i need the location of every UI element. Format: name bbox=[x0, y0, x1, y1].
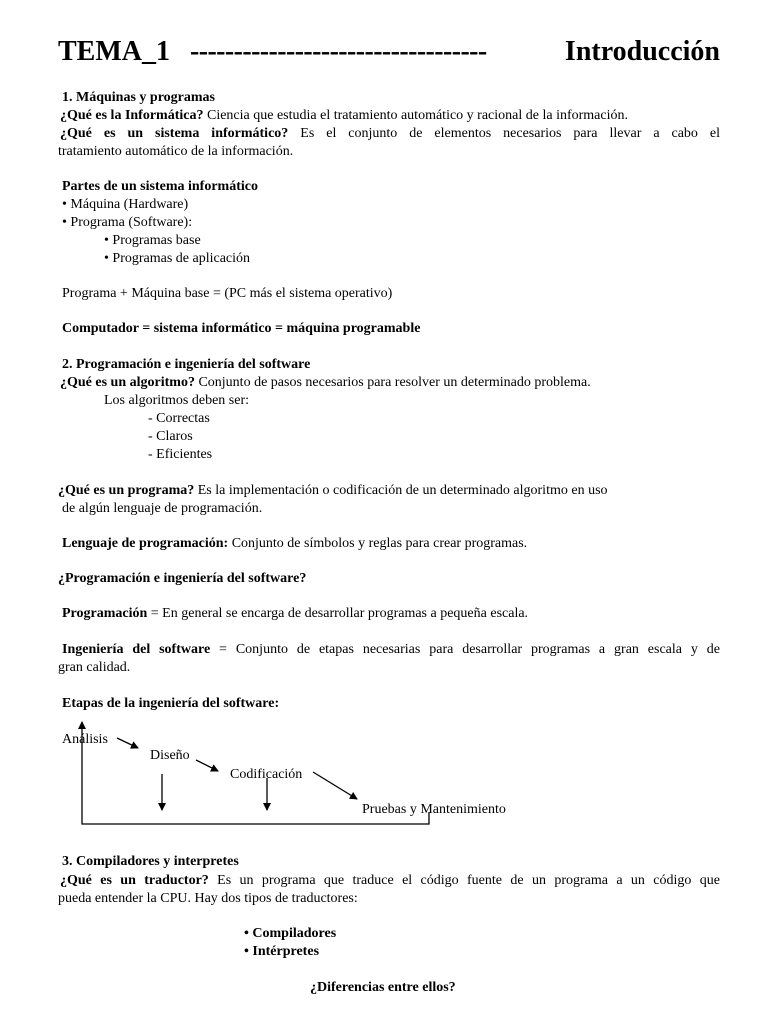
stages-heading: Etapas de la ingeniería del software: bbox=[62, 696, 280, 711]
title-topic: TEMA_1 bbox=[58, 36, 170, 67]
section1-heading: 1. Máquinas y programas bbox=[62, 90, 215, 105]
traductor-question: ¿Qué es un traductor? bbox=[60, 873, 209, 888]
algoritmo-question: ¿Qué es un algoritmo? bbox=[60, 375, 195, 390]
algoritmo-should: Los algoritmos deben ser: bbox=[104, 393, 250, 408]
arrow-codificacion-pruebas bbox=[313, 772, 357, 799]
informatica-question: ¿Qué es la Informática? bbox=[60, 108, 204, 123]
algoritmo-answer: Conjunto de pasos necesarios para resolver un determinado problema. bbox=[194, 375, 591, 390]
programa-answer: Es la implementación o codificación de un determinado algoritmo en uso bbox=[194, 483, 608, 498]
arrow-analisis-diseno bbox=[117, 738, 138, 748]
traductor-definition bbox=[60, 872, 720, 889]
translator-type: • Compiladores bbox=[244, 926, 337, 941]
stage-analisis: Análisis bbox=[62, 732, 108, 747]
traductor-definition-cont: pueda entender la CPU. Hay dos tipos de traductores: bbox=[58, 891, 358, 906]
algoritmo-prop: - Correctas bbox=[148, 411, 210, 426]
lenguaje-answer: Conjunto de símbolos y reglas para crear programas. bbox=[228, 536, 528, 551]
stage-codificacion: Codificación bbox=[230, 767, 303, 782]
translator-type: • Intérpretes bbox=[244, 944, 320, 959]
section3-heading: 3. Compiladores y interpretes bbox=[62, 854, 239, 869]
stage-pruebas: Pruebas y Mantenimiento bbox=[362, 802, 506, 817]
arrow-diseno-codificacion bbox=[196, 760, 218, 771]
programa-definition-cont: de algún lenguaje de programación. bbox=[62, 501, 263, 516]
lenguaje-term: Lenguaje de programación: bbox=[62, 536, 229, 551]
computador-line: Computador = sistema informático = máquina programable bbox=[62, 321, 421, 336]
sistema-definition-cont: tratamiento automático de la información. bbox=[58, 144, 294, 159]
feedback-loop bbox=[82, 722, 429, 824]
sistema-answer: Es el conjunto de elementos necesarios para llevar a cabo el bbox=[288, 126, 720, 141]
stage-diseno: Diseño bbox=[150, 748, 190, 763]
section2-heading: 2. Programación e ingeniería del software bbox=[62, 357, 311, 372]
programacion-term: Programación bbox=[62, 606, 148, 621]
sistema-question: ¿Qué es un sistema informático? bbox=[60, 126, 289, 141]
equation-line: Programa + Máquina base = (PC más el sistema operativo) bbox=[62, 286, 393, 301]
title-dashes: ---------------------------------- bbox=[190, 36, 487, 67]
ingenieria-answer: = Conjunto de etapas necesarias para desarrollar programas a gran escala y de bbox=[210, 642, 720, 657]
title-subject: Introducción bbox=[564, 36, 720, 67]
algoritmo-prop: - Eficientes bbox=[148, 447, 213, 462]
programacion-answer: = En general se encarga de desarrollar programas a pequeña escala. bbox=[147, 606, 529, 621]
algoritmo-prop: - Claros bbox=[148, 429, 193, 444]
programacion-question: ¿Programación e ingeniería del software? bbox=[58, 571, 307, 586]
informatica-answer: Ciencia que estudia el tratamiento automático y racional de la información. bbox=[203, 108, 628, 123]
ingenieria-definition-cont: gran calidad. bbox=[58, 660, 131, 675]
part-item: • Programa (Software): bbox=[62, 215, 193, 230]
subpart-item: • Programas base bbox=[104, 233, 201, 248]
subpart-item: • Programas de aplicación bbox=[104, 251, 251, 266]
ingenieria-term: Ingeniería del software bbox=[62, 642, 211, 657]
differences-question: ¿Diferencias entre ellos? bbox=[310, 980, 456, 995]
part-item: • Máquina (Hardware) bbox=[62, 197, 189, 212]
programa-question: ¿Qué es un programa? bbox=[58, 483, 195, 498]
parts-heading: Partes de un sistema informático bbox=[62, 179, 258, 194]
traductor-answer: Es un programa que traduce el código fuente de un programa a un código que bbox=[208, 873, 720, 888]
